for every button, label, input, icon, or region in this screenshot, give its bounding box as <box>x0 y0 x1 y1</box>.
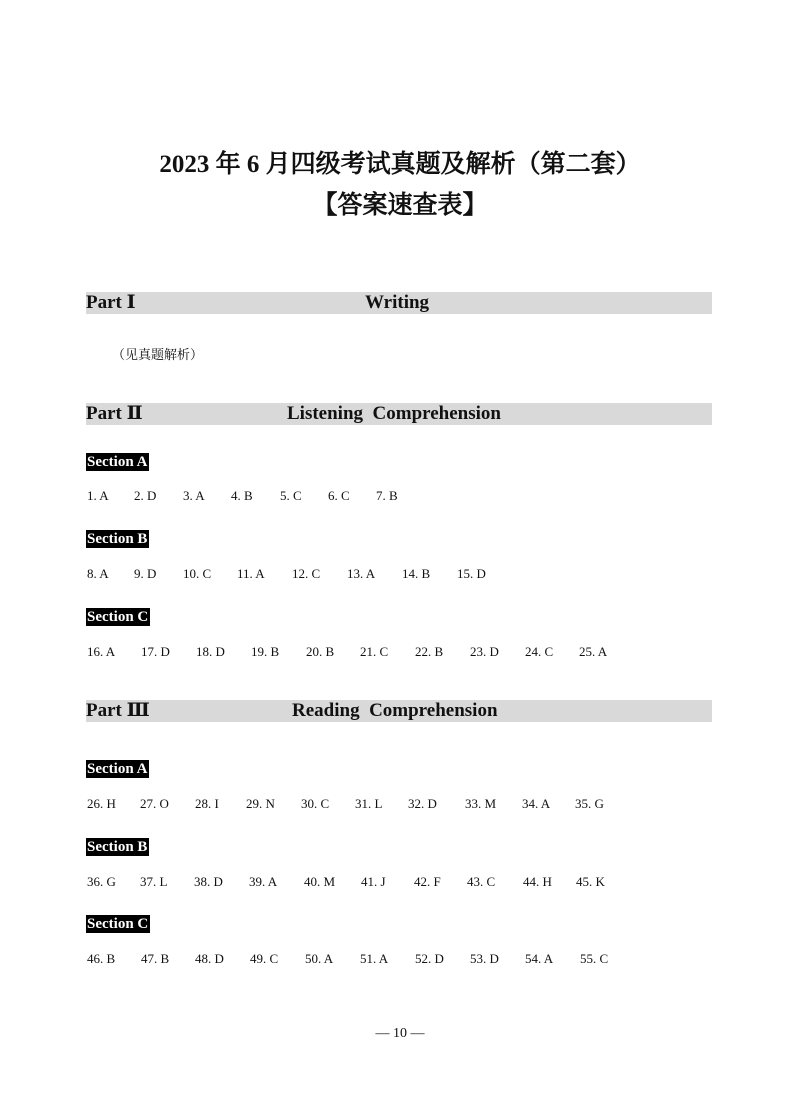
answer-item: 40. M <box>304 874 336 889</box>
answer-item: 9. D <box>134 566 157 581</box>
answer-item: 1. A <box>87 488 109 503</box>
answer-item: 38. D <box>194 874 223 889</box>
page-title: 2023 年 6 月四级考试真题及解析（第二套） <box>159 151 641 178</box>
answer-item: 12. C <box>292 566 321 581</box>
answer-item: 34. A <box>522 796 551 811</box>
answer-item: 4. B <box>231 488 253 503</box>
answer-item: 47. B <box>141 951 170 966</box>
writing-note: （见真题解析） <box>112 347 204 362</box>
answer-item: 46. B <box>87 951 116 966</box>
answer-item: 19. B <box>251 644 280 659</box>
reading-section-b-label: Section B <box>87 839 148 855</box>
answer-item: 22. B <box>415 644 444 659</box>
answer-item: 20. B <box>306 644 335 659</box>
part-1-label: Part Ⅰ <box>86 292 136 313</box>
answer-item: 2. D <box>134 488 157 503</box>
answer-item: 21. C <box>360 644 389 659</box>
answer-item: 39. A <box>249 874 278 889</box>
answer-item: 5. C <box>280 488 302 503</box>
answer-item: 17. D <box>141 644 170 659</box>
answer-item: 16. A <box>87 644 116 659</box>
part-3-name: Reading Comprehension <box>292 700 498 721</box>
answer-item: 45. K <box>576 874 605 889</box>
answer-item: 54. A <box>525 951 554 966</box>
answer-item: 7. B <box>376 488 398 503</box>
page-number: — 10 — <box>375 1026 425 1041</box>
answer-item: 31. L <box>355 796 383 811</box>
part-2-header <box>86 403 712 425</box>
part-3-header <box>86 700 712 722</box>
answer-item: 41. J <box>361 874 386 889</box>
answer-item: 11. A <box>237 566 265 581</box>
part-2-label: Part Ⅱ <box>86 403 143 424</box>
answer-item: 28. I <box>195 796 219 811</box>
answer-item: 15. D <box>457 566 486 581</box>
answer-item: 51. A <box>360 951 389 966</box>
answer-item: 43. C <box>467 874 496 889</box>
answer-item: 44. H <box>523 874 552 889</box>
page-subtitle: 【答案速查表】 <box>312 192 488 219</box>
listening-section-b-label: Section B <box>87 531 148 547</box>
answer-item: 29. N <box>246 796 275 811</box>
answer-item: 13. A <box>347 566 376 581</box>
answer-item: 14. B <box>402 566 431 581</box>
part-3-label: Part Ⅲ <box>86 700 150 721</box>
listening-section-c-label: Section C <box>87 609 149 625</box>
answer-item: 32. D <box>408 796 437 811</box>
answer-item: 37. L <box>140 874 168 889</box>
answer-item: 52. D <box>415 951 444 966</box>
answer-item: 36. G <box>87 874 116 889</box>
reading-section-a-label: Section A <box>87 761 148 777</box>
answer-item: 27. O <box>140 796 169 811</box>
answer-item: 35. G <box>575 796 604 811</box>
listening-section-a-label: Section A <box>87 454 148 470</box>
answer-item: 3. A <box>183 488 205 503</box>
answer-item: 8. A <box>87 566 109 581</box>
answer-item: 55. C <box>580 951 609 966</box>
answer-item: 24. C <box>525 644 554 659</box>
answer-item: 23. D <box>470 644 499 659</box>
answer-item: 25. A <box>579 644 608 659</box>
answer-item: 33. M <box>465 796 497 811</box>
answer-item: 26. H <box>87 796 116 811</box>
part-2-name: Listening Comprehension <box>287 403 501 424</box>
part-1-name: Writing <box>365 292 430 313</box>
answer-item: 6. C <box>328 488 350 503</box>
part-1-header <box>86 292 712 314</box>
answer-item: 18. D <box>196 644 225 659</box>
answer-item: 50. A <box>305 951 334 966</box>
answer-item: 30. C <box>301 796 330 811</box>
answer-item: 42. F <box>414 874 441 889</box>
answer-item: 53. D <box>470 951 499 966</box>
reading-section-c-label: Section C <box>87 916 149 932</box>
answer-item: 48. D <box>195 951 224 966</box>
answer-item: 49. C <box>250 951 279 966</box>
answer-item: 10. C <box>183 566 212 581</box>
